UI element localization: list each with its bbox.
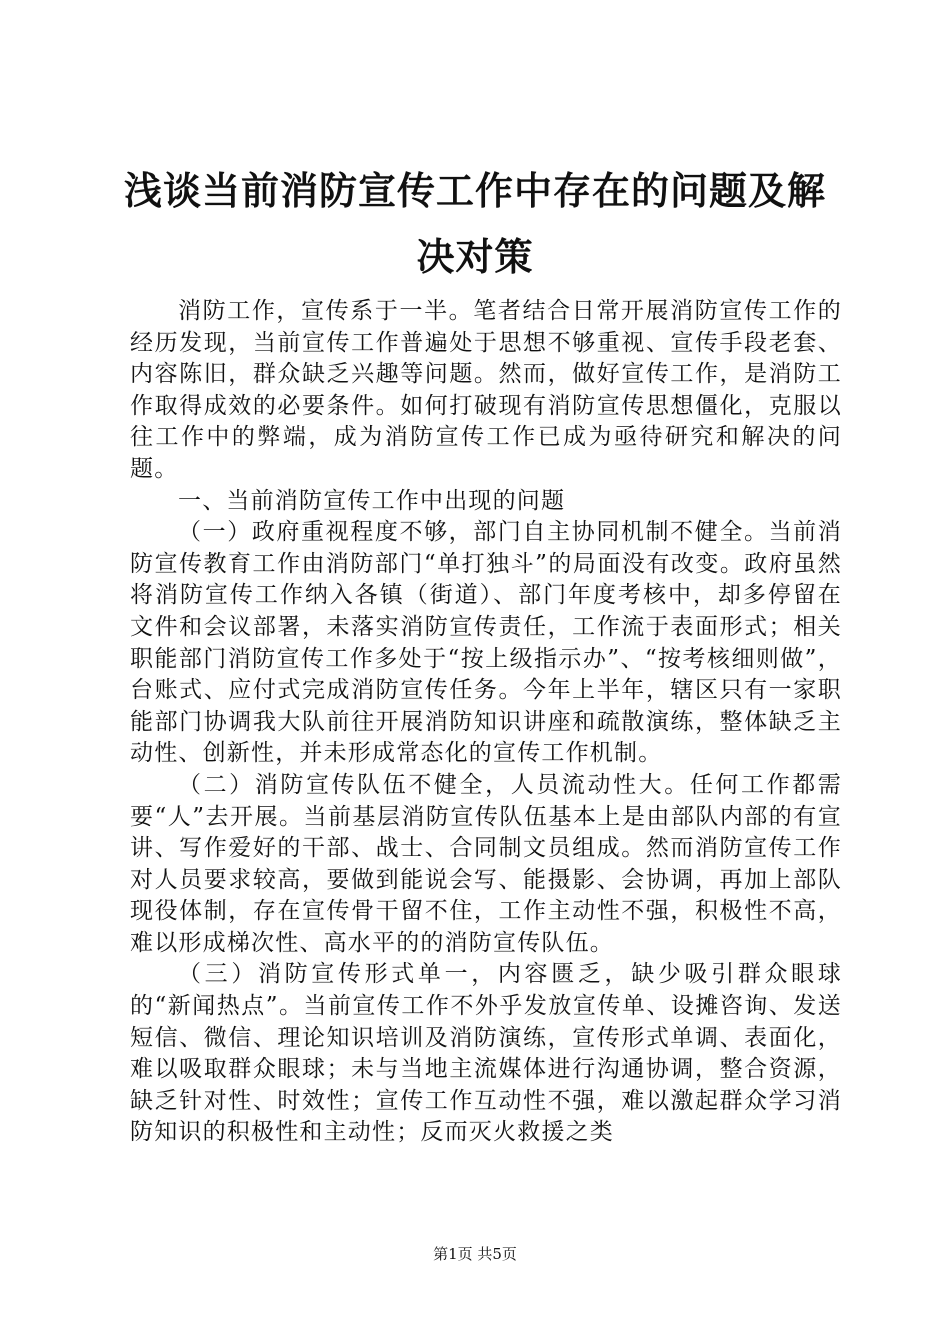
document-body: [130, 296, 842, 1149]
page-number: 第1页 共5页: [433, 1245, 517, 1263]
problem-paragraph-3: （三）消防宣传形式单一，内容匮乏，缺少吸引群众眼球的“新闻热点”。当前宣传工作不外乎发放宣传单、设摊咨询、发送短信、微信、理论知识培训及消防演练，宣传形式单调、表面化，难以吸取群众眼球；未与当地主流媒体进行沟通协调，整合资源，缺乏针对性、时效性；宣传工作互动性不强，难以激起群众学习消防知识的积极性和主动性；反而灭火救援之类: [130, 961, 842, 1146]
problem-paragraph-2: （二）消防宣传队伍不健全，人员流动性大。任何工作都需要“人”去开展。当前基层消防宣传队伍基本上是由部队内部的有宣讲、写作爱好的干部、战士、合同制文员组成。然而消防宣传工作对人员要求较高，要做到能说会写、能摄影、会协调，再加上部队现役体制，存在宣传骨干留不住，工作主动性不强，积极性不高，难以形成梯次性、高水平的的消防宣传队伍。: [130, 771, 842, 956]
intro-paragraph: 消防工作，宣传系于一半。笔者结合日常开展消防宣传工作的经历发现，当前宣传工作普遍处于思想不够重视、宣传手段老套、内容陈旧，群众缺乏兴趣等问题。然而，做好宣传工作，是消防工作取得成效的必要条件。如何打破现有消防宣传思想僵化，克服以往工作中的弊端，成为消防宣传工作已成为亟待研究和解决的问题。: [130, 298, 842, 482]
problem-paragraph-1: （一）政府重视程度不够，部门自主协同机制不健全。当前消防宣传教育工作由消防部门“单打独斗”的局面没有改变。政府虽然将消防宣传工作纳入各镇（街道）、部门年度考核中，却多停留在文件和会议部署，未落实消防宣传责任，工作流于表面形式；相关职能部门消防宣传工作多处于“按上级指示办”、“按考核细则做”，台账式、应付式完成消防宣传任务。今年上半年，辖区只有一家职能部门协调我大队前往开展消防知识讲座和疏散演练，整体缺乏主动性、创新性，并未形成常态化的宣传工作机制。: [130, 519, 842, 767]
section-heading: 一、当前消防宣传工作中出现的问题: [178, 487, 566, 514]
document-title: 浅谈当前消防宣传工作中存在的问题及解决对策: [123, 168, 826, 279]
